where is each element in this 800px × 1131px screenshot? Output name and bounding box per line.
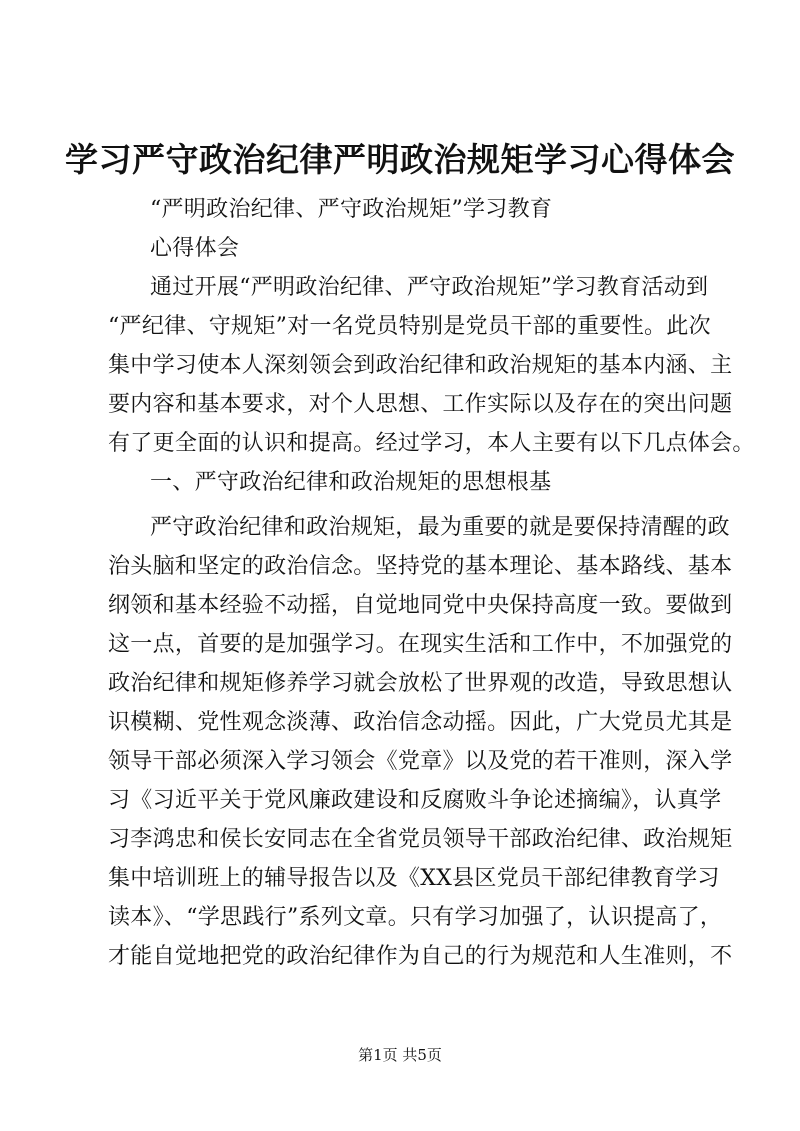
page-title: 学习严守政治纪律严明政治规矩学习心得体会 <box>65 140 735 179</box>
page-number-footer: 第1页 共5页 <box>358 1046 442 1064</box>
paragraph-line: 纲领和基本经验不动摇，自觉地同党中央保持高度一致。要做到 <box>108 593 733 618</box>
paragraph-line: 习《习近平关于党风廉政建设和反腐败斗争论述摘编》，认真学 <box>108 788 722 813</box>
paragraph-line: 政治纪律和规矩修养学习就会放松了世界观的改造，导致思想认 <box>108 671 733 696</box>
subtitle-line: 心得体会 <box>150 236 240 261</box>
paragraph-line: 领导干部必须深入学习领会《党章》以及党的若干准则，深入学 <box>108 749 733 774</box>
paragraph-line: 要内容和基本要求，对个人思想、工作实际以及存在的突出问题 <box>108 392 733 417</box>
paragraph-line: 集中学习使本人深刻领会到政治纪律和政治规矩的基本内涵、主 <box>108 353 733 378</box>
paragraph-line: 才能自觉地把党的政治纪律作为自己的行为规范和人生准则，不 <box>108 944 733 969</box>
paragraph-line: 通过开展“严明政治纪律、严守政治规矩”学习教育活动到 <box>150 275 709 300</box>
paragraph-line: 集中培训班上的辅导报告以及《XX县区党员干部纪律教育学习 <box>108 866 720 891</box>
paragraph-line: 这一点，首要的是加强学习。在现实生活和工作中，不加强党的 <box>108 632 733 657</box>
paragraph-line: 治头脑和坚定的政治信念。坚持党的基本理论、基本路线、基本 <box>108 554 733 579</box>
paragraph-line: “严纪律、守规矩”对一名党员特别是党员干部的重要性。此次 <box>108 314 711 339</box>
subtitle-line: “严明政治纪律、严守政治规矩”学习教育 <box>150 197 553 222</box>
paragraph-line: 读本》、“学思践行”系列文章。只有学习加强了，认识提高了， <box>108 905 723 930</box>
paragraph-line: 严守政治纪律和政治规矩，最为重要的就是要保持清醒的政 <box>150 515 730 540</box>
paragraph-line: 有了更全面的认识和提高。经过学习，本人主要有以下几点体会。 <box>108 431 755 456</box>
section-heading: 一、严守政治纪律和政治规矩的思想根基 <box>150 470 552 495</box>
paragraph-line: 识模糊、党性观念淡薄、政治信念动摇。因此，广大党员尤其是 <box>108 710 733 735</box>
paragraph-line: 习李鸿忠和侯长安同志在全省党员领导干部政治纪律、政治规矩 <box>108 827 733 852</box>
